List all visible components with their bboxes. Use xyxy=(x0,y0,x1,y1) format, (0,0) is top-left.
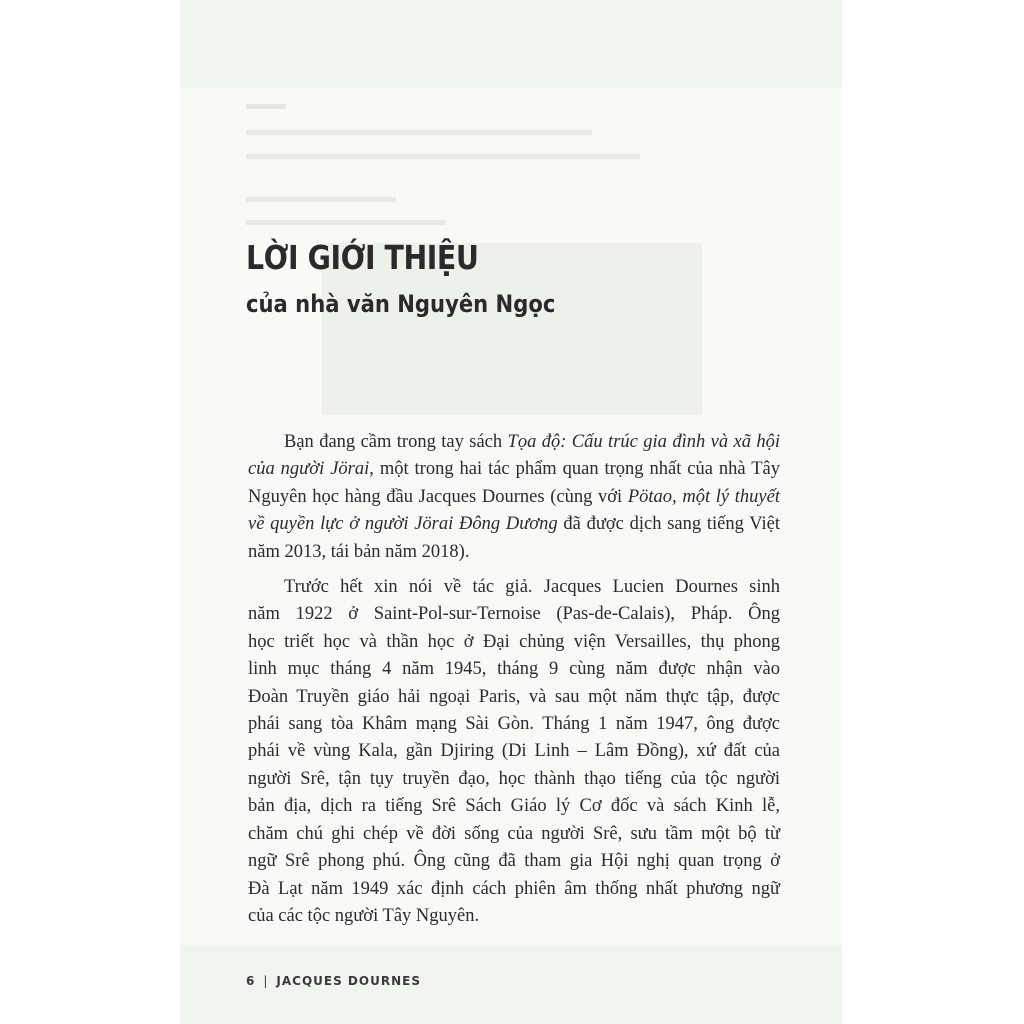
text-line xyxy=(248,456,780,483)
running-head: JACQUES DOURNES xyxy=(276,974,421,988)
text-line xyxy=(248,848,780,875)
italic-title-text: về quyền lực ở người Jörai Đông Dương xyxy=(248,514,558,535)
paragraph xyxy=(248,429,780,566)
italic-title-text: của người Jörai xyxy=(248,459,370,480)
text-line xyxy=(248,601,780,628)
text-line xyxy=(248,656,780,683)
text-run: Đoàn Truyền giáo hải ngoại Paris, và sau một năm thực tập, được xyxy=(248,686,780,707)
page-number: 6 xyxy=(246,974,256,988)
bleed-through-line xyxy=(246,104,286,109)
text-run: Bạn đang cầm trong tay sách xyxy=(284,432,508,452)
text-run: phái về vùng Kala, gần Djiring (Di Linh – Lâm Đồng), xứ đất của xyxy=(248,741,780,762)
chapter-title: LỜI GIỚI THIỆU xyxy=(246,238,479,277)
italic-title-text: Pötao, một lý thuyết xyxy=(627,486,780,507)
bleed-through-line xyxy=(246,220,446,225)
text-line xyxy=(248,574,780,601)
text-line xyxy=(248,429,780,456)
text-run: năm 2013, tái bản năm 2018). xyxy=(248,541,470,562)
text-line xyxy=(248,484,780,511)
paragraph xyxy=(248,574,780,930)
text-line xyxy=(248,539,780,566)
text-run: chăm chú ghi chép về đời sống của người Srê, sưu tầm một bộ từ xyxy=(248,823,780,844)
chapter-subtitle: của nhà văn Nguyên Ngọc xyxy=(246,290,556,318)
text-run: người Srê, tận tụy truyền đạo, học thành thạo tiếng của tộc người xyxy=(248,768,780,789)
page-top-shade xyxy=(180,0,842,88)
bleed-through-line xyxy=(246,197,396,202)
text-run: học triết học và thần học ở Đại chủng viện Versailles, thụ phong xyxy=(248,631,780,652)
bleed-through-line xyxy=(246,130,592,135)
text-line xyxy=(248,711,780,738)
page-footer xyxy=(246,974,421,988)
text-line xyxy=(248,738,780,765)
text-run: năm 1922 ở Saint-Pol-sur-Ternoise (Pas-de-Calais), Pháp. Ông xyxy=(248,604,780,625)
text-run: của các tộc người Tây Nguyên. xyxy=(248,905,480,926)
text-line xyxy=(248,821,780,848)
text-run: bản địa, dịch ra tiếng Srê Sách Giáo lý Cơ đốc và sách Kinh lễ, xyxy=(248,796,780,817)
text-run: đã được dịch sang tiếng Việt xyxy=(557,514,780,535)
footer-separator: | xyxy=(263,974,269,988)
text-run: phái sang tòa Khâm mạng Sài Gòn. Tháng 1 năm 1947, ông được xyxy=(248,714,780,735)
text-line xyxy=(248,766,780,793)
text-line xyxy=(248,684,780,711)
body-text xyxy=(248,429,780,930)
text-line xyxy=(248,511,780,538)
text-run: Đà Lạt năm 1949 xác định cách phiên âm thống nhất phương ngữ xyxy=(248,878,780,899)
text-run: Nguyên học hàng đầu Jacques Dournes (cùng với xyxy=(248,486,628,507)
text-run: , một trong hai tác phẩm quan trọng nhất của nhà Tây xyxy=(369,459,780,480)
text-line xyxy=(248,903,780,930)
text-run: linh mục tháng 4 năm 1945, tháng 9 cùng năm được nhận vào xyxy=(248,659,780,680)
text-line xyxy=(248,876,780,903)
text-line xyxy=(248,629,780,656)
text-line xyxy=(248,793,780,820)
bleed-through-line xyxy=(246,154,640,159)
text-run: Trước hết xin nói về tác giả. Jacques Lucien Dournes sinh xyxy=(284,577,780,598)
book-page xyxy=(180,0,842,1024)
paragraph-spacing xyxy=(248,566,780,574)
italic-title-text: Tọa độ: Cấu trúc gia đình và xã hội xyxy=(507,432,780,452)
text-run: ngữ Srê phong phú. Ông cũng đã tham gia Hội nghị quan trọng ở xyxy=(248,851,780,872)
